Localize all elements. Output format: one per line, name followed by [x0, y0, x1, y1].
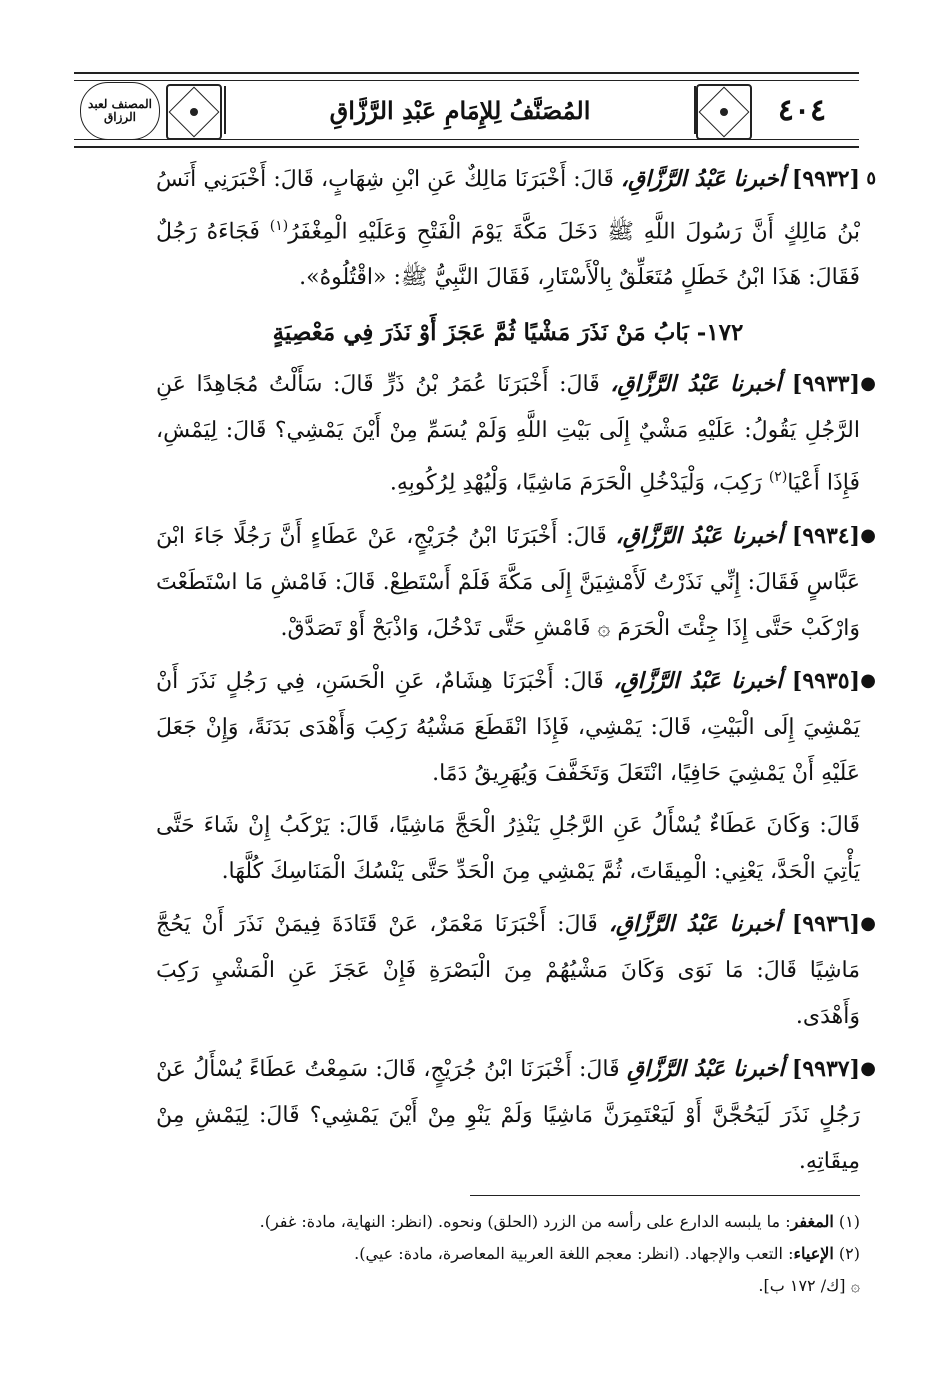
hadith-number: [٩٩٣٥]	[791, 667, 861, 694]
footnote-ref: (٢)	[768, 469, 788, 486]
body-text	[156, 156, 876, 1185]
narrator-phrase: أخبرنا عَبْدُ الرَّزَّاقِ	[627, 1055, 785, 1082]
footnote-text: : ما يلبسه الدارع على رأسه من الزرد (الحلق) ونحوه. (انظر: النهاية، مادة: غفر).	[259, 1212, 791, 1231]
footnote-ref: (١)	[269, 218, 289, 234]
footnote-term: المغفر	[790, 1212, 834, 1231]
hadith-9935	[156, 658, 876, 797]
continuation-paragraph	[156, 803, 860, 895]
hadith-marker: ٥	[866, 168, 876, 189]
emblem-text: المصنف لعبد الرزاق	[88, 97, 152, 124]
footnote-number: (٢)	[838, 1244, 860, 1263]
narrator-phrase: أخبرنا عَبْدُ الرَّزَّاقِ،	[608, 910, 781, 937]
hadith-marker: ●	[860, 669, 876, 691]
hadith-marker: ●	[860, 524, 876, 546]
hadith-text-cont: رَكِبَ، وَلْيَدْخُلِ الْحَرَمَ مَاشِيًا، وَلْيُهْدِ لِرُكُوبِهِ.	[389, 470, 762, 496]
narrator-phrase: أخبرنا عَبْدُ الرَّزَّاقِ،	[613, 667, 783, 694]
continuation-text: قَالَ: وَكَانَ عَطَاءٌ يُسْأَلُ عَنِ الرَّجُلِ يَنْذِرُ الْحَجَّ مَاشِيًا، قَالَ: يَرْكَبُ إِنْ شَاءَ حَتَّى يَأْتِيَ الْحَدَّ، يَعْنِي: الْمِيقَاتَ، ثُمَّ يَمْشِي مِنَ الْحَدِّ حَتَّى يَنْسُكَ الْمَنَاسِكَ كُلَّهَا.	[156, 812, 860, 884]
hadith-9933	[156, 361, 876, 506]
hadith-text-cont: فَجَاءَهُ رَجُلٌ فَقَالَ: هَذَا ابْنُ خَطَلٍ مُتَعَلِّقٌ بِالْأَسْتَارِ، فَقَالَ النَّبِيُّ ﷺ: «اقْتُلُوهُ».	[156, 219, 860, 291]
hadith-number: [٩٩٣٢]	[791, 166, 861, 192]
hadith-9937	[156, 1046, 876, 1185]
page-number: ٤٠٤	[777, 92, 827, 128]
hadith-marker: ●	[860, 912, 876, 934]
footnote-number: (١)	[838, 1212, 860, 1231]
page-header	[74, 72, 859, 148]
ornament-icon	[696, 84, 752, 140]
hadith-9936	[156, 901, 876, 1040]
footnote-text: : التعب والإجهاد. (انظر: معجم اللغة العربية المعاصرة، مادة: عيي).	[354, 1244, 794, 1263]
footnote-3	[150, 1270, 860, 1302]
ornament-icon	[166, 84, 222, 140]
hadith-text: قَالَ: أَخْبَرَنَا مَعْمَرٌ، عَنْ قَتَادَةَ فِيمَنْ نَذَرَ أَنْ يَحُجَّ مَاشِيًا قَالَ: مَا نَوَى وَكَانَ مَشْيُهُمْ مِنَ الْبَصْرَةِ فَإِنْ عَجَزَ عَنِ الْمَشْيِ رَكِبَ وَأَهْدَى.	[156, 911, 860, 1029]
hadith-text: قَالَ: أَخْبَرَنَا هِشَامٌ، عَنِ الْحَسَنِ، فِي رَجُلٍ نَذَرَ أَنْ يَمْشِيَ إِلَى الْبَيْتِ، قَالَ: يَمْشِي، فَإِذَا انْقَطَعَ مَشْيُهُ رَكِبَ وَأَهْدَى بَدَنَةً، وَإِنْ جَعَلَ عَلَيْهِ أَنْ يَمْشِيَ حَافِيًا، انْتَعَلَ وَتَخَفَّفَ وَيُهَرِيقُ دَمًا.	[156, 668, 860, 786]
hadith-number: [٩٩٣٣]	[791, 371, 861, 398]
hadith-number: [٩٩٣٤]	[791, 522, 861, 549]
narrator-phrase: أخبرنا عَبْدُ الرَّزَّاقِ،	[615, 522, 784, 549]
narrator-phrase: أخبرنا عَبْدُ الرَّزَّاقِ،	[610, 371, 782, 398]
hadith-9934	[156, 513, 876, 652]
footnote-text: [ك/ ١٧٢ ب].	[758, 1276, 846, 1295]
footnote-term: الإعياء	[793, 1244, 834, 1263]
footnote-2	[150, 1238, 860, 1270]
chapter-heading: ١٧٢- بَابُ مَنْ نَذَرَ مَشْيًا ثُمَّ عَجَزَ أَوْ نَذَرَ فِي مَعْصِيَةٍ	[272, 319, 744, 347]
hadith-text: قَالَ: أَخْبَرَنَا ابْنُ جُرَيْجٍ، قَالَ: سَمِعْتُ عَطَاءً يُسْأَلُ عَنْ رَجُلٍ نَذَرَ لَيَحُجَّنَّ أَوْ لَيَعْتَمِرَنَّ مَاشِيًا وَلَمْ يَنْوِ مِنْ أَيْنَ يَمْشِي؟ قَالَ: لِيَمْشِ مِنْ مِيقَاتِهِ.	[156, 1056, 860, 1174]
running-title: المُصَنَّفُ لِلإِمَامِ عَبْدِ الرَّزَّاقِ	[329, 95, 591, 125]
page-number-box	[754, 86, 850, 134]
hadith-marker: ●	[860, 1057, 876, 1079]
footnote-divider	[470, 1195, 860, 1196]
running-title-box	[224, 86, 696, 134]
narrator-phrase: أخبرنا عَبْدُ الرَّزَّاقِ،	[620, 166, 785, 192]
hadith-marker: ●	[860, 373, 876, 395]
footnote-1	[150, 1206, 860, 1238]
hadith-number: [٩٩٣٦]	[791, 910, 861, 937]
hadith-text: قَالَ: أَخْبَرَنَا عُمَرُ بْنُ ذَرٍّ قَالَ: سَأَلْتُ مُجَاهِدًا عَنِ الرَّجُلِ يَقُولُ: عَلَيْهِ مَشْيٌ إِلَى بَيْتِ اللَّهِ وَلَمْ يُسَمِّ مِنْ أَيْنَ يَمْشِي؟ قَالَ: لِيَمْشِ، فَإِذَا أَعْيَا	[156, 372, 860, 496]
hadith-9932	[156, 156, 876, 301]
footnotes	[150, 1206, 860, 1302]
footnote-number: ۞	[850, 1276, 860, 1295]
book-emblem	[80, 82, 160, 140]
hadith-text: قَالَ: أَخْبَرَنَا مَالِكٌ عَنِ ابْنِ شِهَابٍ، قَالَ: أَخْبَرَنِي أَنَسُ بْنُ مَالِكٍ أَنَّ رَسُولَ اللَّهِ ﷺ دَخَلَ مَكَّةَ يَوْمَ الْفَتْحِ وَعَلَيْهِ الْمِغْفَرُ	[156, 167, 861, 245]
hadith-text: قَالَ: أَخْبَرَنَا ابْنُ جُرَيْجٍ، عَنْ عَطَاءٍ أَنَّ رَجُلًا جَاءَ ابْنَ عَبَّاسٍ فَقَالَ: إِنِّي نَذَرْتُ لَأَمْشِيَنَّ إِلَى مَكَّةَ فَلَمْ أَسْتَطِعْ. قَالَ: فَامْشِ مَا اسْتَطَعْتَ وَارْكَبْ حَتَّى إِذَا جِئْتَ الْحَرَمَ ۞ فَامْشِ حَتَّى تَدْخُلَ، وَاذْبَحْ أَوْ تَصَدَّقْ.	[156, 523, 860, 641]
hadith-number: [٩٩٣٧]	[791, 1055, 860, 1082]
